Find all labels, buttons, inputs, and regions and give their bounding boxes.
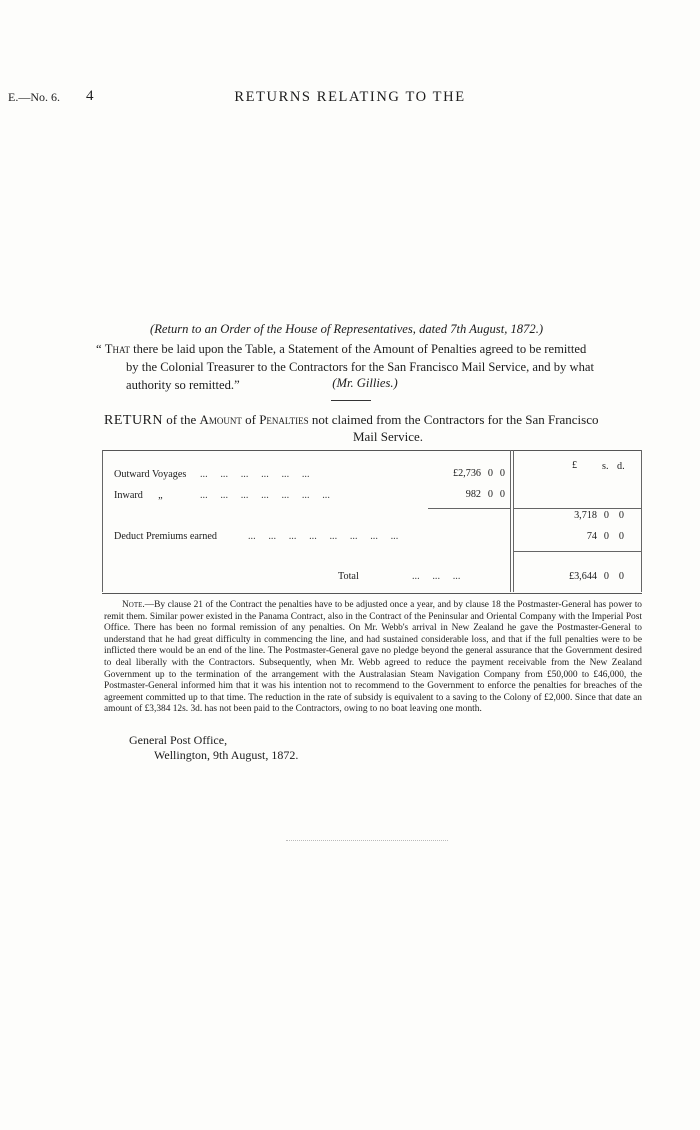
total-rule [513, 551, 641, 552]
note-lead: Note. [122, 600, 145, 610]
running-title: RETURNS RELATING TO THE [234, 89, 466, 105]
leader-dots: ... ... ... ... ... ... ... ... [248, 531, 399, 542]
short-divider [331, 400, 371, 401]
explanatory-note [104, 600, 642, 716]
deduct-pence: 0 [618, 531, 624, 542]
signoff-place-date: Wellington, 9th August, 1872. [154, 748, 299, 762]
deduct-shillings: 0 [603, 531, 609, 542]
resolution-line-2: by the Colonial Treasurer to the Contractors for the San Francisco Mail Service, and by what [126, 360, 594, 374]
row-shillings: 0 [487, 489, 493, 500]
table-column-divider [513, 450, 514, 592]
subtotal-pounds: 3,718 [574, 510, 597, 521]
header-shillings: s. [602, 461, 609, 472]
row-pounds: 982 [465, 489, 481, 500]
row-label: Inward „ [114, 490, 163, 501]
note-text: —By clause 21 of the Contract the penalties have to be adjusted once a year, and by clause 18 the Postmaster-General has power to remit them. Similar power existed in the Panama Contract, also in the Contract of the Peninsular and Oriental Company with the Imperial Post Office. There has been no formal remission of any penalties. On Mr. Webb's arrival in New Zealand he gave the Postmaster-General to understand that he had great difficulty in commencing the line, and had sustained considerable loss, and that if the full penalties were to be inflicted there would be an end of the line. The Postmaster-General gave no pledge beyond the general assurance that the Government desired to deal liberally with the Contractors. Subsequently, when Mr. Webb agreed to reduce the payment receivable from the New Zealand Government up to the termination of the arrangement with the Australasian Steam Navigation Company from £50,000 to £46,000, the Postmaster-General informed him that it was his intention not to recommend to the Government to enforce the penalties for breaches of the agreement committed up to that time. The reduction in the rate of subsidy is equivalent to a saving to the Colony of £2,000. Since that date an amount of £3,384 12s. 3d. has not been paid to the Contractors, owing to no boat leaving one month. [104, 600, 642, 715]
row-shillings: 0 [487, 468, 493, 479]
row-label: Outward Voyages [114, 469, 187, 480]
deduct-pounds: 74 [586, 531, 597, 542]
subtotal-rule [513, 508, 641, 509]
footer-rule [286, 840, 448, 841]
total-label: Total [338, 571, 359, 582]
subtotal-pence: 0 [618, 510, 624, 521]
leader-dots: ... ... ... [412, 571, 461, 582]
deduct-label: Deduct Premiums earned [114, 531, 217, 542]
attribution: (Mr. Gillies.) [332, 376, 398, 390]
leader-dots: ... ... ... ... ... ... [200, 469, 310, 480]
header-pounds: £ [572, 460, 578, 471]
return-title-line-2: Mail Service. [352, 429, 424, 444]
resolution-line-3: authority so remitted.” [126, 378, 240, 392]
total-pence: 0 [618, 571, 624, 582]
table-left-border [102, 450, 103, 592]
row-pence: 0 [499, 489, 505, 500]
resolution-line-1: “ That there be laid upon the Table, a Statement of the Amount of Penalties agreed to be remitted [96, 342, 587, 356]
total-shillings: 0 [603, 571, 609, 582]
order-reference: (Return to an Order of the House of Representatives, dated 7th August, 1872.) [150, 322, 544, 336]
return-title [104, 412, 642, 445]
row-pence: 0 [499, 468, 505, 479]
subtotal-shillings: 0 [603, 510, 609, 521]
page-number: 4 [86, 88, 94, 104]
document-code: E.—No. 6. [8, 90, 60, 104]
return-title-line-1: RETURN of the Amount of Penalties not claimed from the Contractors for the San Francisco [104, 412, 599, 428]
signoff-office: General Post Office, [129, 733, 228, 747]
table-column-divider [510, 450, 511, 592]
that-word: That [104, 342, 130, 356]
table-right-border [641, 450, 642, 592]
subtotal-rule [428, 508, 510, 509]
total-pounds: £3,644 [568, 571, 597, 582]
row-pounds: £2,736 [452, 468, 481, 479]
header-pence: d. [617, 461, 625, 472]
leader-dots: ... ... ... ... ... ... ... [200, 490, 330, 501]
